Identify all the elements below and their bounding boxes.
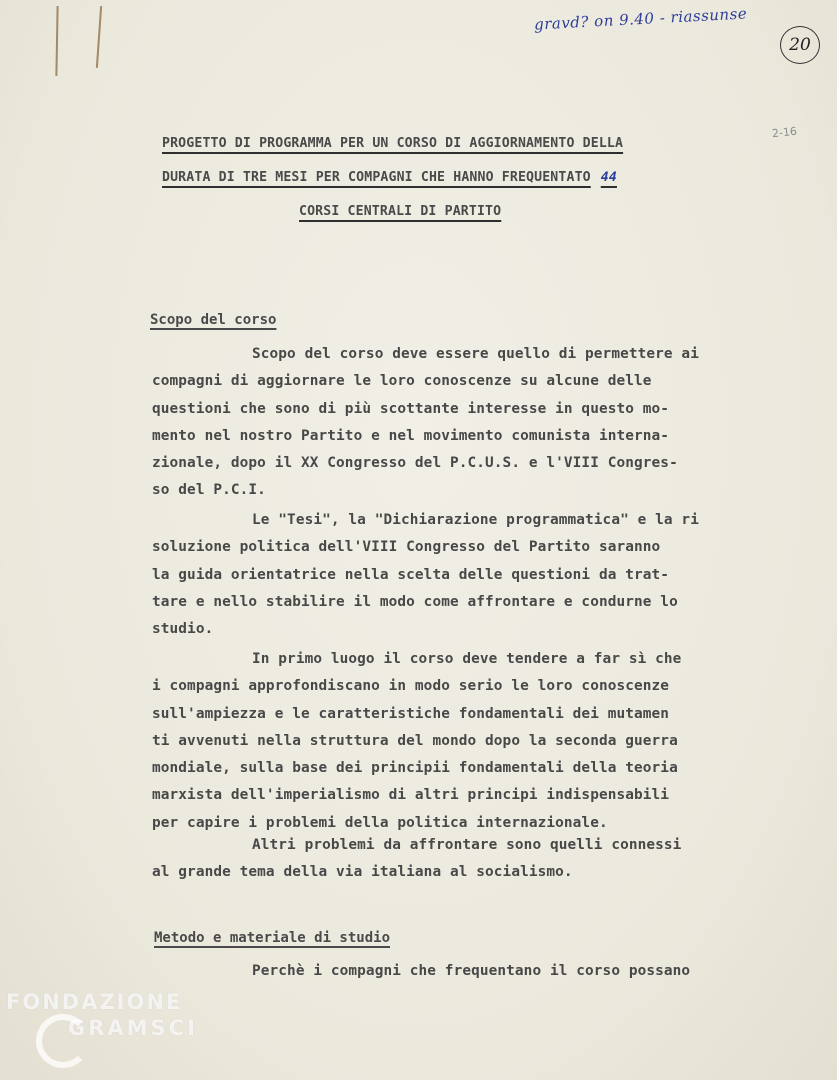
text-line: so del P.C.I.: [152, 482, 266, 499]
text-line: la guida orientatrice nella scelta delle questioni da trat-: [152, 566, 670, 583]
paragraph: [152, 341, 762, 505]
section-heading-metodo: Metodo e materiale di studio: [154, 930, 391, 946]
text-line: al grande tema della via italiana al socialismo.: [152, 864, 573, 881]
text-line: mento nel nostro Partito e nel movimento comunista interna-: [152, 427, 670, 444]
text-line: ti avvenuti nella struttura del mondo dopo la seconda guerra: [152, 732, 678, 749]
paper-crease-mark: [55, 6, 58, 76]
text-line: sull'ampiezza e le caratteristiche fondamentali dei mutamen: [152, 705, 670, 722]
title-line: DURATA DI TRE MESI PER COMPAGNI CHE HANNO FREQUENTATO 44: [162, 170, 617, 185]
text-line: In primo luogo il corso deve tendere a far sì che: [252, 651, 682, 667]
paragraph: [152, 832, 762, 887]
text-line: Perchè i compagni che frequentano il corso possano: [252, 963, 691, 979]
text-line: marxista dell'imperialismo di altri principi indispensabili: [152, 787, 670, 804]
archive-watermark-logo: [6, 990, 198, 1040]
text-line: questioni che sono di più scottante interesse in questo mo-: [152, 400, 670, 417]
paragraph: [152, 958, 762, 985]
pencil-note: 2-16: [771, 124, 798, 141]
watermark-text: GRAMSCI: [68, 1016, 198, 1040]
text-line: mondiale, sulla base dei principii fondamentali della teoria: [152, 760, 678, 777]
watermark-text: FONDAZIONE: [6, 990, 183, 1014]
text-line: soluzione politica dell'VIII Congresso del Partito saranno: [152, 539, 661, 556]
circled-page-number: 20: [780, 26, 820, 64]
text-line: tare e nello stabilire il modo come affrontare e condurne lo: [152, 593, 678, 610]
text-line: compagni di aggiornare le loro conoscenze su alcune delle: [152, 373, 652, 390]
text-line: zionale, dopo il XX Congresso del P.C.U.S. e l'VIII Congres-: [152, 455, 678, 472]
paragraph: [152, 507, 762, 643]
handwritten-note: gravd? on 9.40 - riassunse: [533, 4, 748, 34]
text-line: studio.: [152, 621, 214, 638]
text-line: Altri problemi da affrontare sono quelli connessi: [252, 837, 682, 853]
title-line: PROGETTO DI PROGRAMMA PER UN CORSO DI AGGIORNAMENTO DELLA: [162, 136, 624, 151]
paragraph: [152, 646, 762, 837]
text-line: Scopo del corso deve essere quello di permettere ai: [252, 346, 699, 362]
text-line: i compagni approfondiscano in modo serio le loro conoscenze: [152, 678, 670, 695]
watermark-g-icon: [36, 1014, 90, 1068]
paper-crease-mark: [96, 6, 102, 68]
section-heading-scopo: Scopo del corso: [150, 312, 277, 328]
document-title: [162, 134, 742, 236]
title-overtype-number: 44: [600, 170, 617, 185]
title-line: CORSI CENTRALI DI PARTITO: [299, 204, 502, 219]
text-line: Le "Tesi", la "Dichiarazione programmatica" e la ri: [252, 512, 699, 528]
text-line: per capire i problemi della politica internazionale.: [152, 814, 608, 831]
